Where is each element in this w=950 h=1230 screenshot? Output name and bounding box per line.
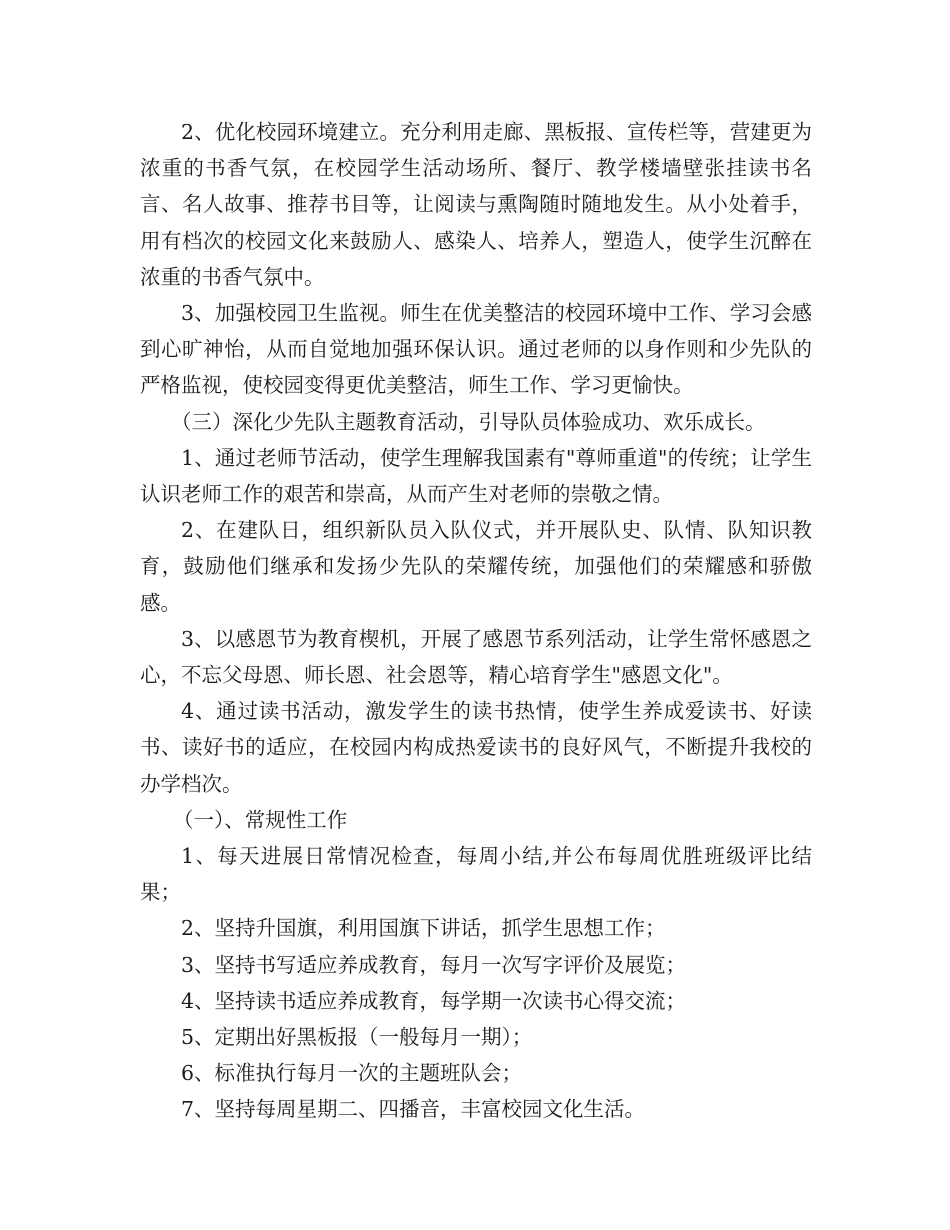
list-item-flag-raising: 2、坚持升国旗，利用国旗下讲话，抓学生思想工作；	[181, 916, 666, 941]
paragraph-thanksgiving: 3、以感恩节为教育楔机，开展了感恩节系列活动，让学生常怀感恩之心，不忘父母恩、师长恩、社会恩等，精心培育学生"感恩文化"。	[140, 626, 812, 688]
paragraph-campus-hygiene: 3、加强校园卫生监视。师生在优美整洁的校园环境中工作、学习会感到心旷神怡，从而自觉地加强环保认识。通过老师的以身作则和少先队的严格监视，使校园变得更优美整洁，师生工作、学习更愉快。	[140, 301, 812, 398]
list-item-daily-inspection: 1、每天进展日常情况检查，每周小结,并公布每周优胜班级评比结果；	[140, 844, 812, 905]
section-heading-routine-work: （一）、常规性工作	[173, 807, 348, 832]
section-heading-pioneer-education: （三）深化少先队主题教育活动，引导队员体验成功、欢乐成长。	[171, 409, 766, 434]
list-item-class-meeting: 6、标准执行每月一次的主题班队会；	[181, 1061, 523, 1086]
document-body	[140, 114, 812, 1128]
paragraph-teachers-day: 1、通过老师节活动，使学生理解我国素有"尊师重道"的传统；让学生认识老师工作的艰苦和崇高，从而产生对老师的崇敬之情。	[140, 445, 812, 507]
list-item-writing-habit: 3、坚持书写适应养成教育，每月一次写字评价及展览；	[181, 952, 687, 977]
list-item-reading-habit: 4、坚持读书适应养成教育，每学期一次读书心得交流；	[181, 988, 687, 1013]
paragraph-reading-activity: 4、通过读书活动，激发学生的读书热情，使学生养成爱读书、好读书、读好书的适应，在校园内构成热爱读书的良好风气，不断提升我校的办学档次。	[140, 699, 812, 796]
paragraph-team-founding-day: 2、在建队日，组织新队员入队仪式，并开展队史、队情、队知识教育，鼓励他们继承和发扬少先队的荣耀传统，加强他们的荣耀感和骄傲感。	[140, 518, 812, 615]
list-item-blackboard: 5、定期出好黑板报（一般每月一期）；	[181, 1025, 533, 1050]
list-item-broadcast: 7、坚持每周星期二、四播音，丰富校园文化生活。	[181, 1097, 646, 1122]
paragraph-optimize-campus-environment: 2、优化校园环境建立。充分利用走廊、黑板报、宣传栏等，营建更为浓重的书香气氛，在校园学生活动场所、餐厅、教学楼墙壁张挂读书名言、名人故事、推荐书目等，让阅读与熏陶随时随地发生。从小处着手，用有档次的校园文化来鼓励人、感染人、培养人，塑造人，使学生沉醉在浓重的书香气氛中。	[140, 120, 812, 289]
